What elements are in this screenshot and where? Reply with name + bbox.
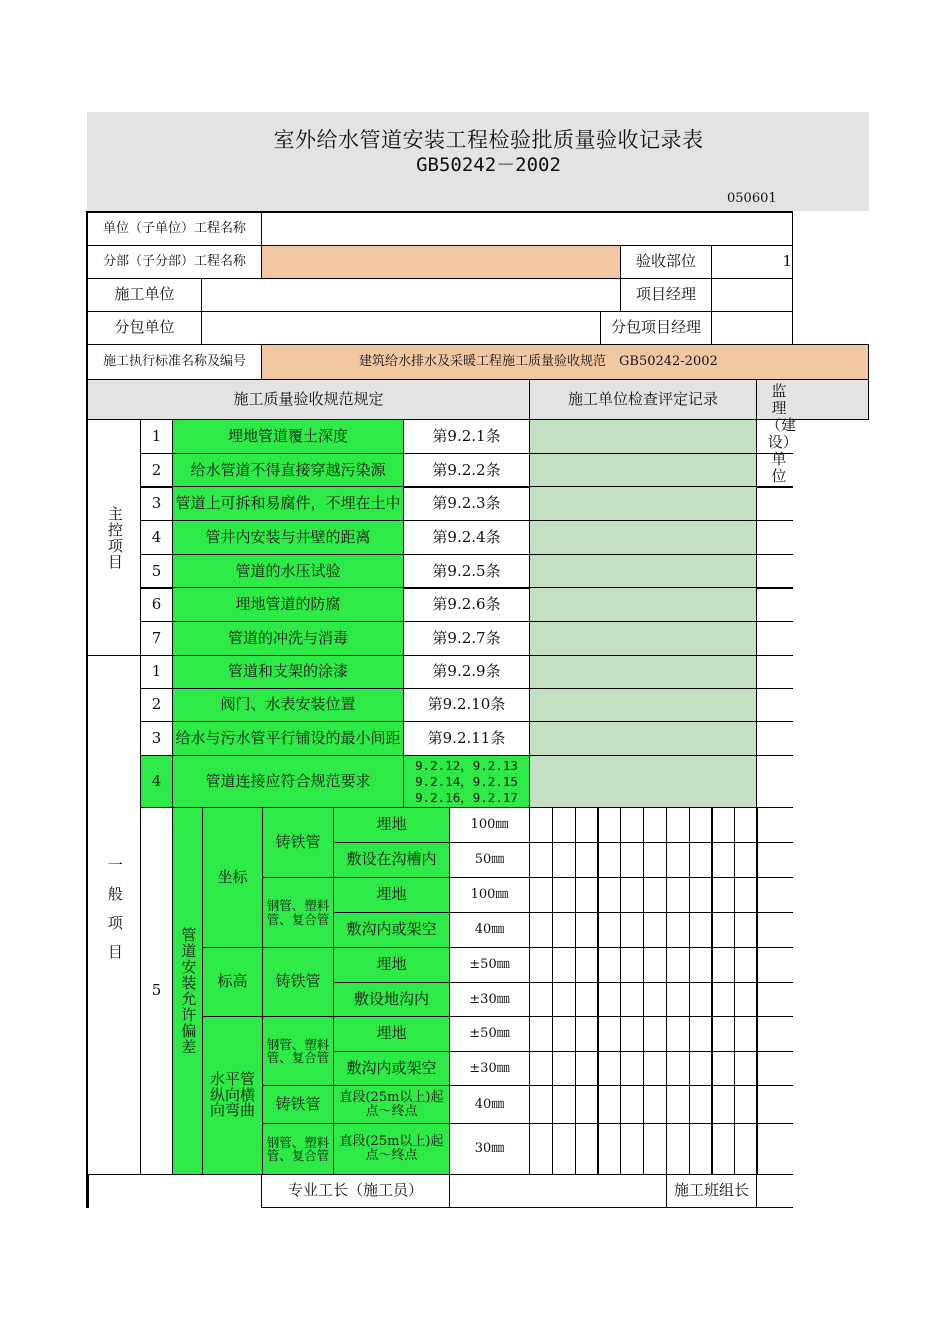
measurement-cell[interactable] <box>575 842 599 878</box>
general-group-label: 一般项目 <box>105 857 124 973</box>
general-item-clause: 第9.2.11条 <box>403 721 530 756</box>
measurement-cell[interactable] <box>643 842 667 878</box>
measurement-cell[interactable] <box>689 1016 713 1052</box>
measurement-cell[interactable] <box>597 912 621 948</box>
measurement-cell[interactable] <box>620 947 644 983</box>
general-item-no: 2 <box>140 688 173 722</box>
measurement-cell[interactable] <box>597 982 621 1017</box>
measurement-cell[interactable] <box>643 877 667 913</box>
deviation-supervisor[interactable] <box>756 807 793 843</box>
subcontractor-value[interactable] <box>201 311 601 345</box>
sub-project-manager-value[interactable] <box>711 311 793 345</box>
general-item-text: 给水与污水管平行铺设的最小间距 <box>172 721 404 756</box>
measurement-cell[interactable] <box>734 807 758 843</box>
measurement-cell[interactable] <box>552 1016 576 1052</box>
deviation-condition: 埋地 <box>333 807 450 843</box>
general-item-no: 4 <box>140 755 173 808</box>
measurement-cell[interactable] <box>711 1123 735 1175</box>
measurement-cell[interactable] <box>689 982 713 1017</box>
measurement-cell[interactable] <box>552 807 576 843</box>
cast-iron-3: 铸铁管 <box>262 1085 334 1124</box>
main-item-no: 6 <box>140 587 173 622</box>
measurement-cell[interactable] <box>734 912 758 948</box>
main-item-clause: 第9.2.3条 <box>403 486 530 521</box>
project-manager-value[interactable] <box>711 278 793 312</box>
measurement-cell[interactable] <box>666 877 690 913</box>
measurement-cell[interactable] <box>711 807 735 843</box>
supervisor-header-text: 监理（建设）单位 <box>766 381 797 485</box>
measurement-cell[interactable] <box>575 807 599 843</box>
deviation-tolerance: 100㎜ <box>449 877 530 913</box>
measurement-cell[interactable] <box>734 982 758 1017</box>
measurement-cell[interactable] <box>666 807 690 843</box>
measurement-cell[interactable] <box>734 947 758 983</box>
general-item-record[interactable] <box>529 755 757 808</box>
main-item-record[interactable] <box>529 453 757 488</box>
main-item-no: 4 <box>140 520 173 555</box>
measurement-cell[interactable] <box>552 982 576 1017</box>
deviation-tolerance: ±30㎜ <box>449 1051 530 1086</box>
measurement-cell[interactable] <box>552 1051 576 1086</box>
record-header: 施工单位检查评定记录 <box>529 379 757 420</box>
measurement-cell[interactable] <box>529 1085 553 1124</box>
sub-project-label: 分部（子分部）工程名称 <box>87 245 262 279</box>
measurement-cell[interactable] <box>529 842 553 878</box>
elev-cell: 标高 <box>202 947 263 1017</box>
main-item-text: 埋地管道的防腐 <box>172 587 404 622</box>
main-item-supervisor[interactable] <box>756 520 793 555</box>
measurement-cell[interactable] <box>620 1123 644 1175</box>
main-item-no: 3 <box>140 486 173 521</box>
main-item-record[interactable] <box>529 621 757 656</box>
deviation-condition: 敷设在沟槽内 <box>333 842 450 878</box>
deviation-condition: 直段(25m以上)起点～终点 <box>333 1085 450 1124</box>
measurement-cell[interactable] <box>620 1085 644 1124</box>
deviation-tolerance: ±50㎜ <box>449 947 530 983</box>
project-manager-label: 项目经理 <box>620 278 712 312</box>
measurement-cell[interactable] <box>597 807 621 843</box>
measurement-cell[interactable] <box>643 1051 667 1086</box>
measurement-cell[interactable] <box>643 1085 667 1124</box>
measurement-cell[interactable] <box>552 842 576 878</box>
main-item-text: 管道的冲洗与消毒 <box>172 621 404 656</box>
measurement-cell[interactable] <box>620 982 644 1017</box>
measurement-cell[interactable] <box>643 1123 667 1175</box>
main-item-no: 1 <box>140 419 173 454</box>
deviation-condition: 直段(25m以上)起点～终点 <box>333 1123 450 1175</box>
deviation-tolerance: 100㎜ <box>449 807 530 843</box>
cast-iron-2: 铸铁管 <box>262 947 334 1017</box>
measurement-cell[interactable] <box>711 842 735 878</box>
horiz-cell: 水平管纵向横向弯曲 <box>202 1016 263 1175</box>
measurement-cell[interactable] <box>529 1051 553 1086</box>
main-item-supervisor[interactable] <box>756 419 793 454</box>
main-item-supervisor[interactable] <box>756 587 793 622</box>
team-leader-value[interactable] <box>756 1174 793 1208</box>
general-item-no: 1 <box>140 655 173 689</box>
deviation-supervisor[interactable] <box>756 947 793 983</box>
main-item-supervisor[interactable] <box>756 554 793 589</box>
general-item-record[interactable] <box>529 721 757 756</box>
main-item-text: 管井内安装与井壁的距离 <box>172 520 404 555</box>
general-item-record[interactable] <box>529 688 757 722</box>
measurement-cell[interactable] <box>666 842 690 878</box>
deviation-tolerance: ±50㎜ <box>449 1016 530 1052</box>
measurement-cell[interactable] <box>711 912 735 948</box>
acceptance-part-label: 验收部位 <box>620 245 712 279</box>
deviation-supervisor[interactable] <box>756 982 793 1017</box>
measurement-cell[interactable] <box>689 947 713 983</box>
measurement-cell[interactable] <box>597 1051 621 1086</box>
measurement-cell[interactable] <box>711 982 735 1017</box>
measurement-cell[interactable] <box>597 1085 621 1124</box>
measurement-cell[interactable] <box>529 877 553 913</box>
team-leader-label: 施工班组长 <box>666 1174 757 1208</box>
measurement-cell[interactable] <box>689 807 713 843</box>
main-item-clause: 第9.2.1条 <box>403 419 530 454</box>
steel-2: 钢管、塑料管、复合管 <box>262 1016 334 1086</box>
main-item-record[interactable] <box>529 587 757 622</box>
measurement-cell[interactable] <box>552 1085 576 1124</box>
measurement-cell[interactable] <box>666 912 690 948</box>
supervisor-header <box>756 379 869 485</box>
deviation-supervisor[interactable] <box>756 1016 793 1052</box>
measurement-cell[interactable] <box>620 1016 644 1052</box>
cast-iron-1: 铸铁管 <box>262 807 334 878</box>
measurement-cell[interactable] <box>643 982 667 1017</box>
measurement-cell[interactable] <box>711 1085 735 1124</box>
main-item-no: 7 <box>140 621 173 656</box>
deviation-tolerance: 40㎜ <box>449 1085 530 1124</box>
main-item-no: 5 <box>140 554 173 589</box>
measurement-cell[interactable] <box>689 1123 713 1175</box>
deviation-supervisor[interactable] <box>756 1085 793 1124</box>
deviation-condition: 埋地 <box>333 947 450 983</box>
main-group-label: 主控项目 <box>105 505 124 570</box>
measurement-cell[interactable] <box>597 1016 621 1052</box>
measurement-cell[interactable] <box>552 947 576 983</box>
deviation-label: 管道安装允许偏差 <box>179 927 198 1055</box>
unit-project-label: 单位（子单位）工程名称 <box>87 211 262 246</box>
general-item-supervisor[interactable] <box>756 655 793 689</box>
deviation-tolerance: 30㎜ <box>449 1123 530 1175</box>
general-item-clause: 第9.2.9条 <box>403 655 530 689</box>
measurement-cell[interactable] <box>689 912 713 948</box>
measurement-cell[interactable] <box>529 807 553 843</box>
deviation-supervisor[interactable] <box>756 912 793 948</box>
unit-project-value[interactable] <box>261 211 793 246</box>
general-item-clause: 9.2.12，9.2.13 9.2.14，9.2.15 9.2.16，9.2.17 <box>403 755 530 808</box>
general-item-text: 阀门、水表安装位置 <box>172 688 404 722</box>
main-item-record[interactable] <box>529 554 757 589</box>
measurement-cell[interactable] <box>575 912 599 948</box>
main-item-clause: 第9.2.4条 <box>403 520 530 555</box>
main-item-record[interactable] <box>529 520 757 555</box>
main-item-record[interactable] <box>529 419 757 454</box>
measurement-cell[interactable] <box>711 1051 735 1086</box>
contractor-value[interactable] <box>201 278 621 312</box>
general-item-text: 管道连接应符合规范要求 <box>172 755 404 808</box>
main-item-supervisor[interactable] <box>756 453 793 488</box>
left-border <box>86 211 88 1208</box>
measurement-cell[interactable] <box>666 1016 690 1052</box>
standard-label: 施工执行标准名称及编号 <box>87 344 262 380</box>
contractor-label: 施工单位 <box>87 278 202 312</box>
measurement-cell[interactable] <box>734 842 758 878</box>
general-item-text: 管道和支架的涂漆 <box>172 655 404 689</box>
measurement-cell[interactable] <box>620 842 644 878</box>
measurement-cell[interactable] <box>734 1123 758 1175</box>
measurement-cell[interactable] <box>689 1085 713 1124</box>
measurement-cell[interactable] <box>643 807 667 843</box>
deviation-condition: 埋地 <box>333 877 450 913</box>
measurement-cell[interactable] <box>529 912 553 948</box>
subcontractor-label: 分包单位 <box>87 311 202 345</box>
measurement-cell[interactable] <box>734 1085 758 1124</box>
measurement-cell[interactable] <box>597 842 621 878</box>
main-item-text: 埋地管道覆土深度 <box>172 419 404 454</box>
measurement-cell[interactable] <box>552 877 576 913</box>
measurement-cell[interactable] <box>575 1123 599 1175</box>
measurement-cell[interactable] <box>643 912 667 948</box>
deviation-supervisor[interactable] <box>756 1123 793 1175</box>
foreman-value[interactable] <box>449 1174 667 1208</box>
measurement-cell[interactable] <box>643 1016 667 1052</box>
spec-header: 施工质量验收规范规定 <box>87 379 530 420</box>
general-item-clause: 第9.2.10条 <box>403 688 530 722</box>
foreman-label: 专业工长（施工员） <box>261 1174 450 1208</box>
deviation-supervisor[interactable] <box>756 1051 793 1086</box>
general-item-supervisor[interactable] <box>756 721 793 756</box>
sub-project-value[interactable] <box>261 245 621 279</box>
steel-3: 钢管、塑料管、复合管 <box>262 1123 334 1175</box>
main-item-record[interactable] <box>529 486 757 521</box>
measurement-cell[interactable] <box>575 1016 599 1052</box>
steel-1: 钢管、塑料管、复合管 <box>262 877 334 948</box>
measurement-cell[interactable] <box>597 947 621 983</box>
main-item-text: 给水管道不得直接穿越污染源 <box>172 453 404 488</box>
deviation-tolerance: 50㎜ <box>449 842 530 878</box>
measurement-cell[interactable] <box>575 1085 599 1124</box>
general-item-no: 3 <box>140 721 173 756</box>
main-item-clause: 第9.2.6条 <box>403 587 530 622</box>
measurement-cell[interactable] <box>552 1123 576 1175</box>
measurement-cell[interactable] <box>666 1123 690 1175</box>
measurement-cell[interactable] <box>575 982 599 1017</box>
general-item-supervisor[interactable] <box>756 755 793 808</box>
coord-cell: 坐标 <box>202 807 263 948</box>
measurement-cell[interactable] <box>689 877 713 913</box>
measurement-cell[interactable] <box>643 947 667 983</box>
measurement-cell[interactable] <box>597 877 621 913</box>
form-title: 室外给水管道安装工程检验批质量验收记录表 <box>273 128 704 152</box>
main-item-supervisor[interactable] <box>756 486 793 521</box>
measurement-cell[interactable] <box>689 1051 713 1086</box>
deviation-no: 5 <box>140 807 173 1175</box>
measurement-cell[interactable] <box>575 947 599 983</box>
measurement-cell[interactable] <box>666 1085 690 1124</box>
measurement-cell[interactable] <box>620 912 644 948</box>
measurement-cell[interactable] <box>529 1016 553 1052</box>
main-item-clause: 第9.2.5条 <box>403 554 530 589</box>
deviation-supervisor[interactable] <box>756 877 793 913</box>
main-item-supervisor[interactable] <box>756 621 793 656</box>
measurement-cell[interactable] <box>620 1051 644 1086</box>
measurement-cell[interactable] <box>620 807 644 843</box>
measurement-cell[interactable] <box>529 982 553 1017</box>
deviation-tolerance: ±30㎜ <box>449 982 530 1017</box>
measurement-cell[interactable] <box>666 982 690 1017</box>
general-item-supervisor[interactable] <box>756 688 793 722</box>
general-item-record[interactable] <box>529 655 757 689</box>
form-code: 050601 <box>727 191 777 206</box>
main-item-no: 2 <box>140 453 173 488</box>
deviation-condition: 埋地 <box>333 1016 450 1052</box>
measurement-cell[interactable] <box>552 912 576 948</box>
sub-project-manager-label: 分包项目经理 <box>600 311 712 345</box>
measurement-cell[interactable] <box>529 1123 553 1175</box>
standard-value: 建筑给水排水及采暖工程施工质量验收规范 GB50242-2002 <box>261 344 869 380</box>
acceptance-part-value[interactable]: 1 <box>711 245 793 279</box>
deviation-condition: 敷沟内或架空 <box>333 1051 450 1086</box>
measurement-cell[interactable] <box>734 1051 758 1086</box>
measurement-cell[interactable] <box>575 1051 599 1086</box>
measurement-cell[interactable] <box>711 947 735 983</box>
measurement-cell[interactable] <box>666 947 690 983</box>
main-item-text: 管道的水压试验 <box>172 554 404 589</box>
deviation-condition: 敷设地沟内 <box>333 982 450 1017</box>
measurement-cell[interactable] <box>711 877 735 913</box>
deviation-supervisor[interactable] <box>756 842 793 878</box>
measurement-cell[interactable] <box>529 947 553 983</box>
deviation-label-cell <box>172 807 203 1175</box>
main-group <box>87 419 141 656</box>
measurement-cell[interactable] <box>734 877 758 913</box>
measurement-cell[interactable] <box>597 1123 621 1175</box>
deviation-condition: 敷沟内或架空 <box>333 912 450 948</box>
measurement-cell[interactable] <box>620 877 644 913</box>
measurement-cell[interactable] <box>666 1051 690 1086</box>
main-item-clause: 第9.2.2条 <box>403 453 530 488</box>
main-item-clause: 第9.2.7条 <box>403 621 530 656</box>
measurement-cell[interactable] <box>689 842 713 878</box>
general-group <box>87 655 141 1175</box>
measurement-cell[interactable] <box>575 877 599 913</box>
measurement-cell[interactable] <box>711 1016 735 1052</box>
measurement-cell[interactable] <box>734 1016 758 1052</box>
standard-code: GB50242－2002 <box>416 154 561 176</box>
main-item-text: 管道上可拆和易腐件，不埋在土中 <box>172 486 404 521</box>
deviation-tolerance: 40㎜ <box>449 912 530 948</box>
